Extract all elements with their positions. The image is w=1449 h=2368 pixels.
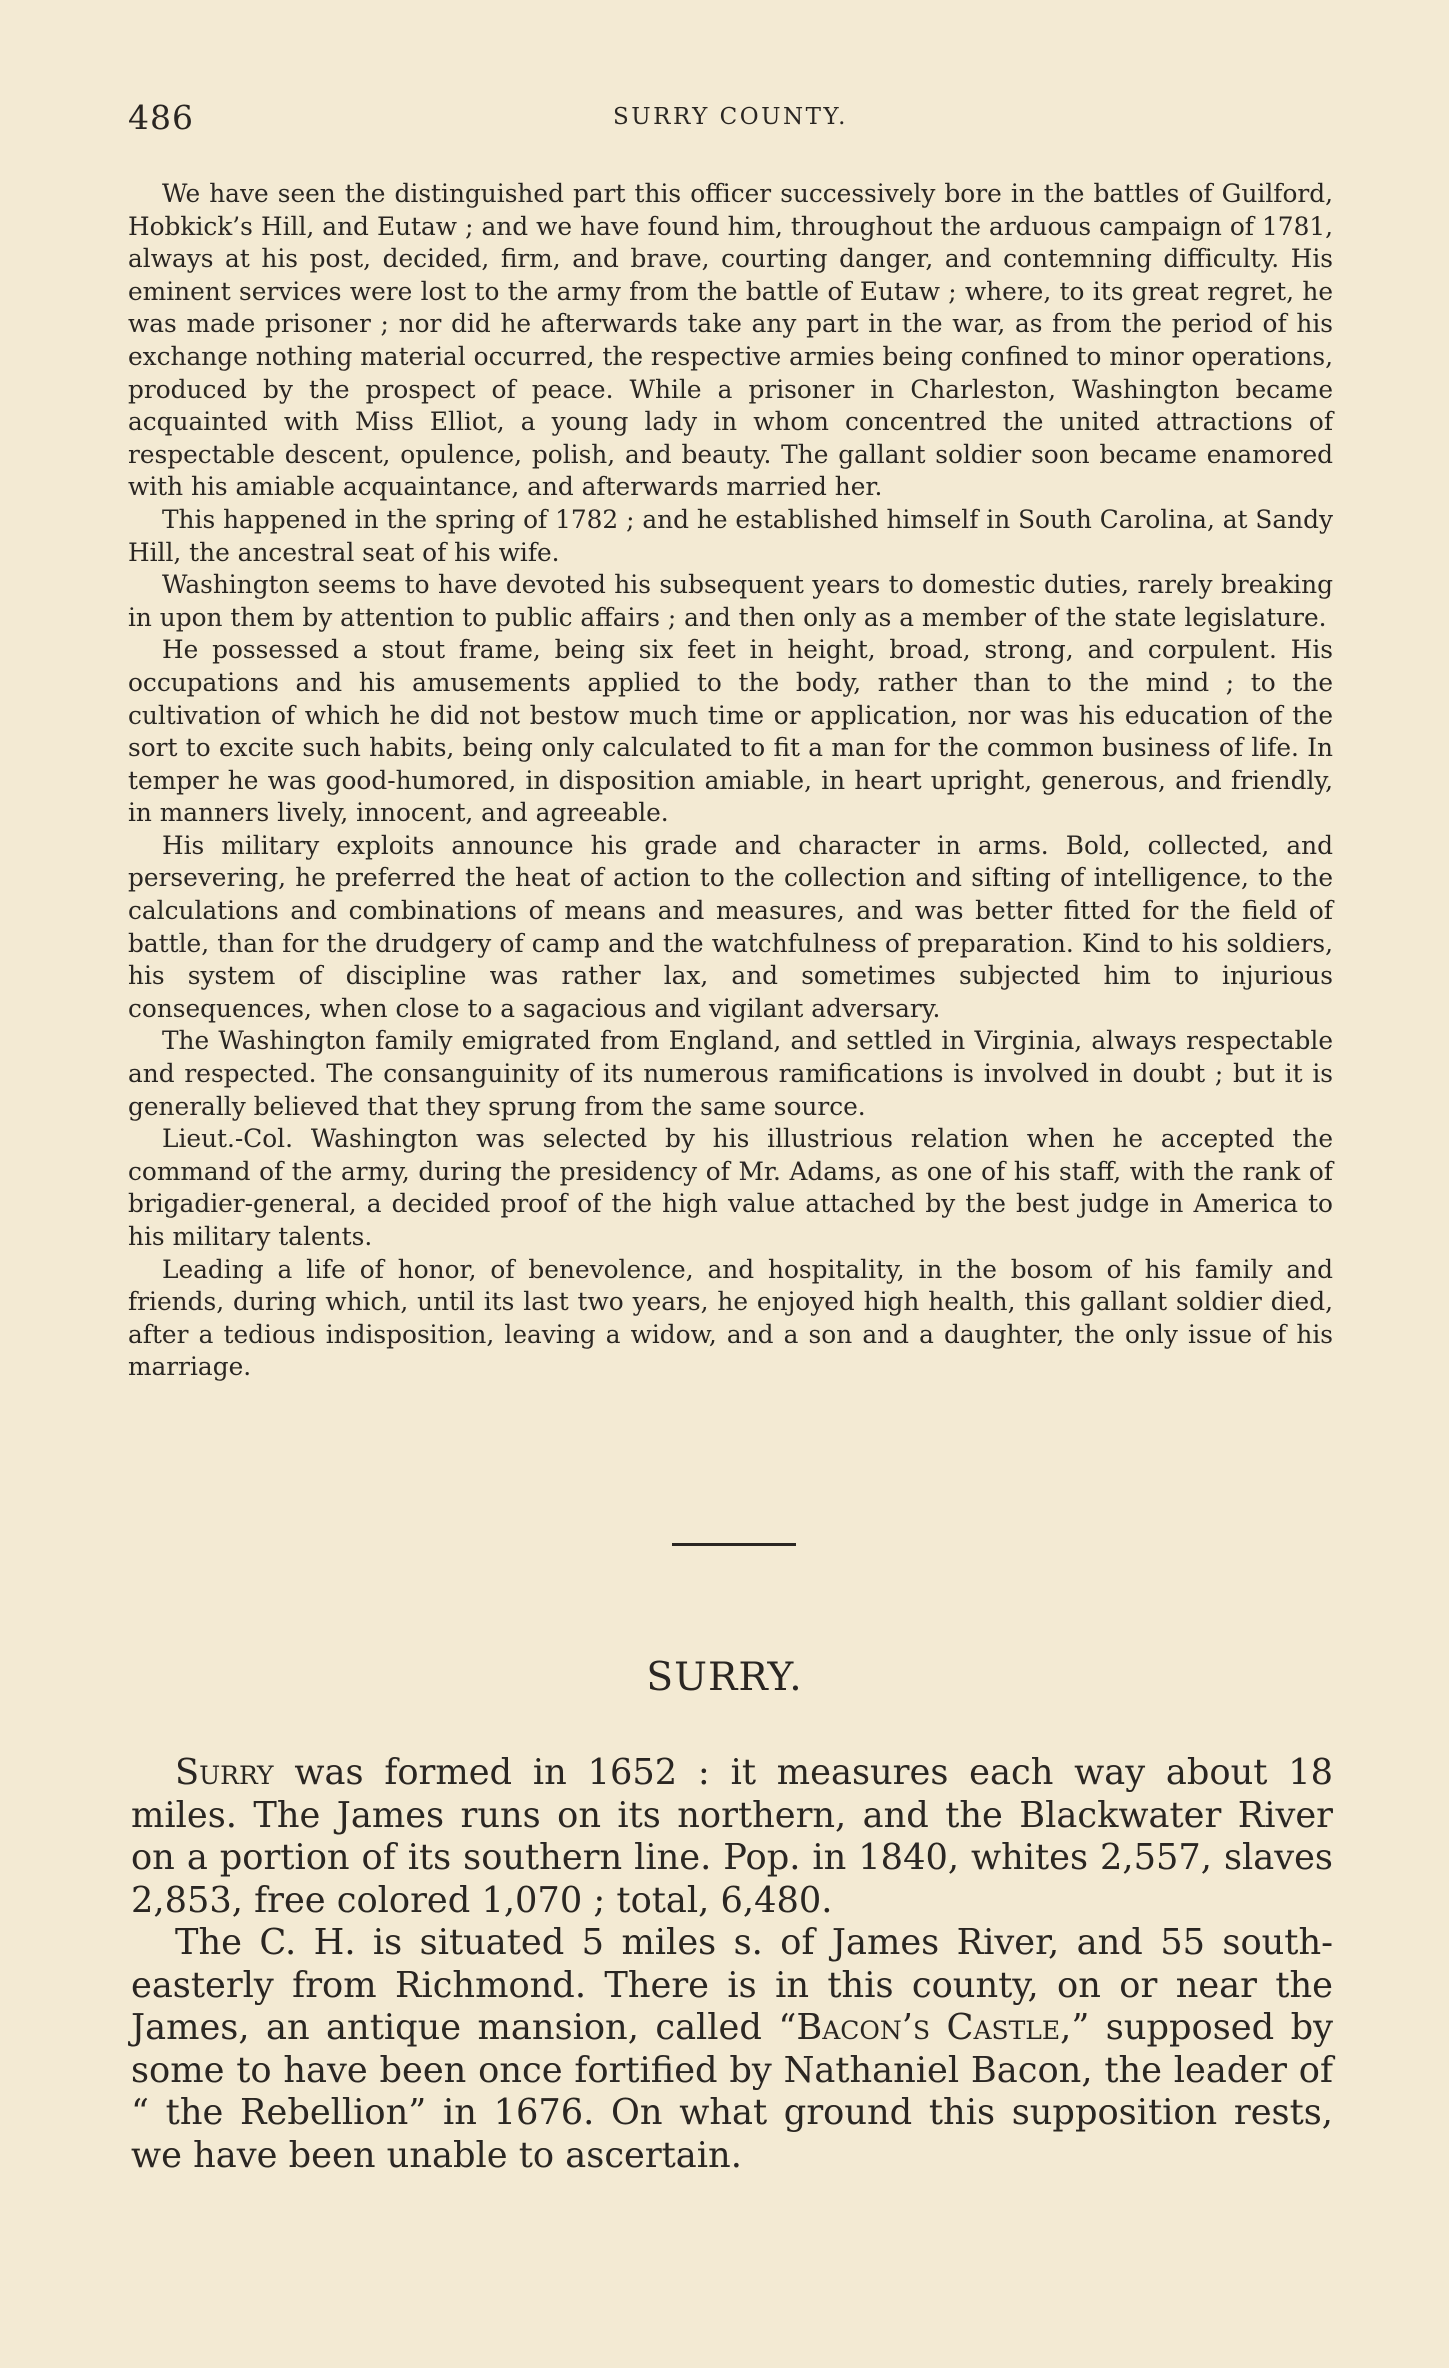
paragraph-text: The C. H. is situated 5 miles s. of James River, and 55 south-easterly from Richmond. There is in this county, on or near the James, an antique mansion, called “	[131, 1922, 1333, 2048]
running-head	[128, 98, 1333, 138]
paragraph: This happened in the spring of 1782 ; and he established himself in South Carolina, at Sandy Hill, the ancestral seat of his wife.	[128, 504, 1333, 567]
page-number: 486	[128, 98, 194, 137]
section-divider	[672, 1543, 796, 1546]
section-heading: SURRY.	[646, 1655, 803, 1700]
paragraph: Lieut.-Col. Washington was selected by his illustrious relation when he accepted the command of the army, during the presidency of Mr. Adams, as one of his staff, with the rank of brigadier-general, a decided proof of the high value attached by the best judge in America to his military talents.	[128, 1124, 1333, 1251]
lead-word: Surry	[175, 1752, 274, 1793]
paragraph: He possessed a stout frame, being six feet in height, broad, strong, and corpulent. His occupations and his amusements applied to the body, rather than to the mind ; to the cultivation of which he did not bestow much time or application, nor was his education of the sort to excite such habits, being only calculated to fit a man for the common business of life. In temper he was good-humored, in disposition amiable, in heart upright, generous, and friendly, in manners lively, innocent, and agreeable.	[128, 635, 1333, 828]
place-name: Bacon’s Castle	[796, 2007, 1061, 2048]
paragraph-text: ,” supposed by some to have been once fortified by Nathaniel Bacon, the leader of “ the Rebellion” in 1676. On what ground this supposition rests, we have been unable to ascertain.	[131, 2007, 1333, 2176]
paragraph: We have seen the distinguished part this officer successively bore in the battles of Guilford, Hobkick’s Hill, and Eutaw ; and we have found him, throughout the arduous campaign of 1781, always at his post, decided, firm, and brave, courting danger, and contemning difficulty. His eminent services were lost to the army from the battle of Eutaw ; where, to its great regret, he was made prisoner ; nor did he afterwards take any part in the war, as from the period of his exchange nothing material occurred, the respective armies being confined to minor operations, produced by the prospect of peace. While a prisoner in Charleston, Washington became acquainted with Miss Elliot, a young lady in whom concentred the united attractions of respectable descent, opulence, polish, and beauty. The gallant soldier soon became enamored with his amiable acquaintance, and afterwards married her.	[128, 179, 1333, 502]
paragraph: The Washington family emigrated from England, and settled in Virginia, always respectable and respected. The consanguinity of its numerous ramifications is involved in doubt ; but it is generally believed that they sprung from the same source.	[128, 1026, 1333, 1121]
paragraph	[131, 1752, 1333, 1922]
biography-text	[128, 178, 1333, 1384]
paragraph: His military exploits announce his grade and character in arms. Bold, collected, and persevering, he preferred the heat of action to the collection and sifting of intelligence, to the calculations and combinations of means and measures, and was better fitted for the field of battle, than for the drudgery of camp and the watchfulness of preparation. Kind to his soldiers, his system of discipline was rather lax, and sometimes subjected him to injurious consequences, when close to a sagacious and vigilant adversary.	[128, 830, 1333, 1023]
paragraph: Leading a life of honor, of benevolence, and hospitality, in the bosom of his family and friends, during which, until its last two years, he enjoyed high health, this gallant soldier died, after a tedious indisposition, leaving a widow, and a son and a daughter, the only issue of his marriage.	[128, 1254, 1333, 1382]
paragraph: Washington seems to have devoted his subsequent years to domestic duties, rarely breaking in upon them by attention to public affairs ; and then only as a member of the state legislature.	[128, 570, 1333, 632]
paragraph	[131, 1922, 1333, 2177]
running-title: SURRY COUNTY.	[613, 104, 848, 130]
surry-section-text	[131, 1752, 1333, 2177]
paragraph-text: was formed in 1652 : it measures each way about 18 miles. The James runs on its northern, and the Blackwater River on a portion of its southern line. Pop. in 1840, whites 2,557, slaves 2,853, free colored 1,070 ; total, 6,480.	[131, 1752, 1333, 1921]
